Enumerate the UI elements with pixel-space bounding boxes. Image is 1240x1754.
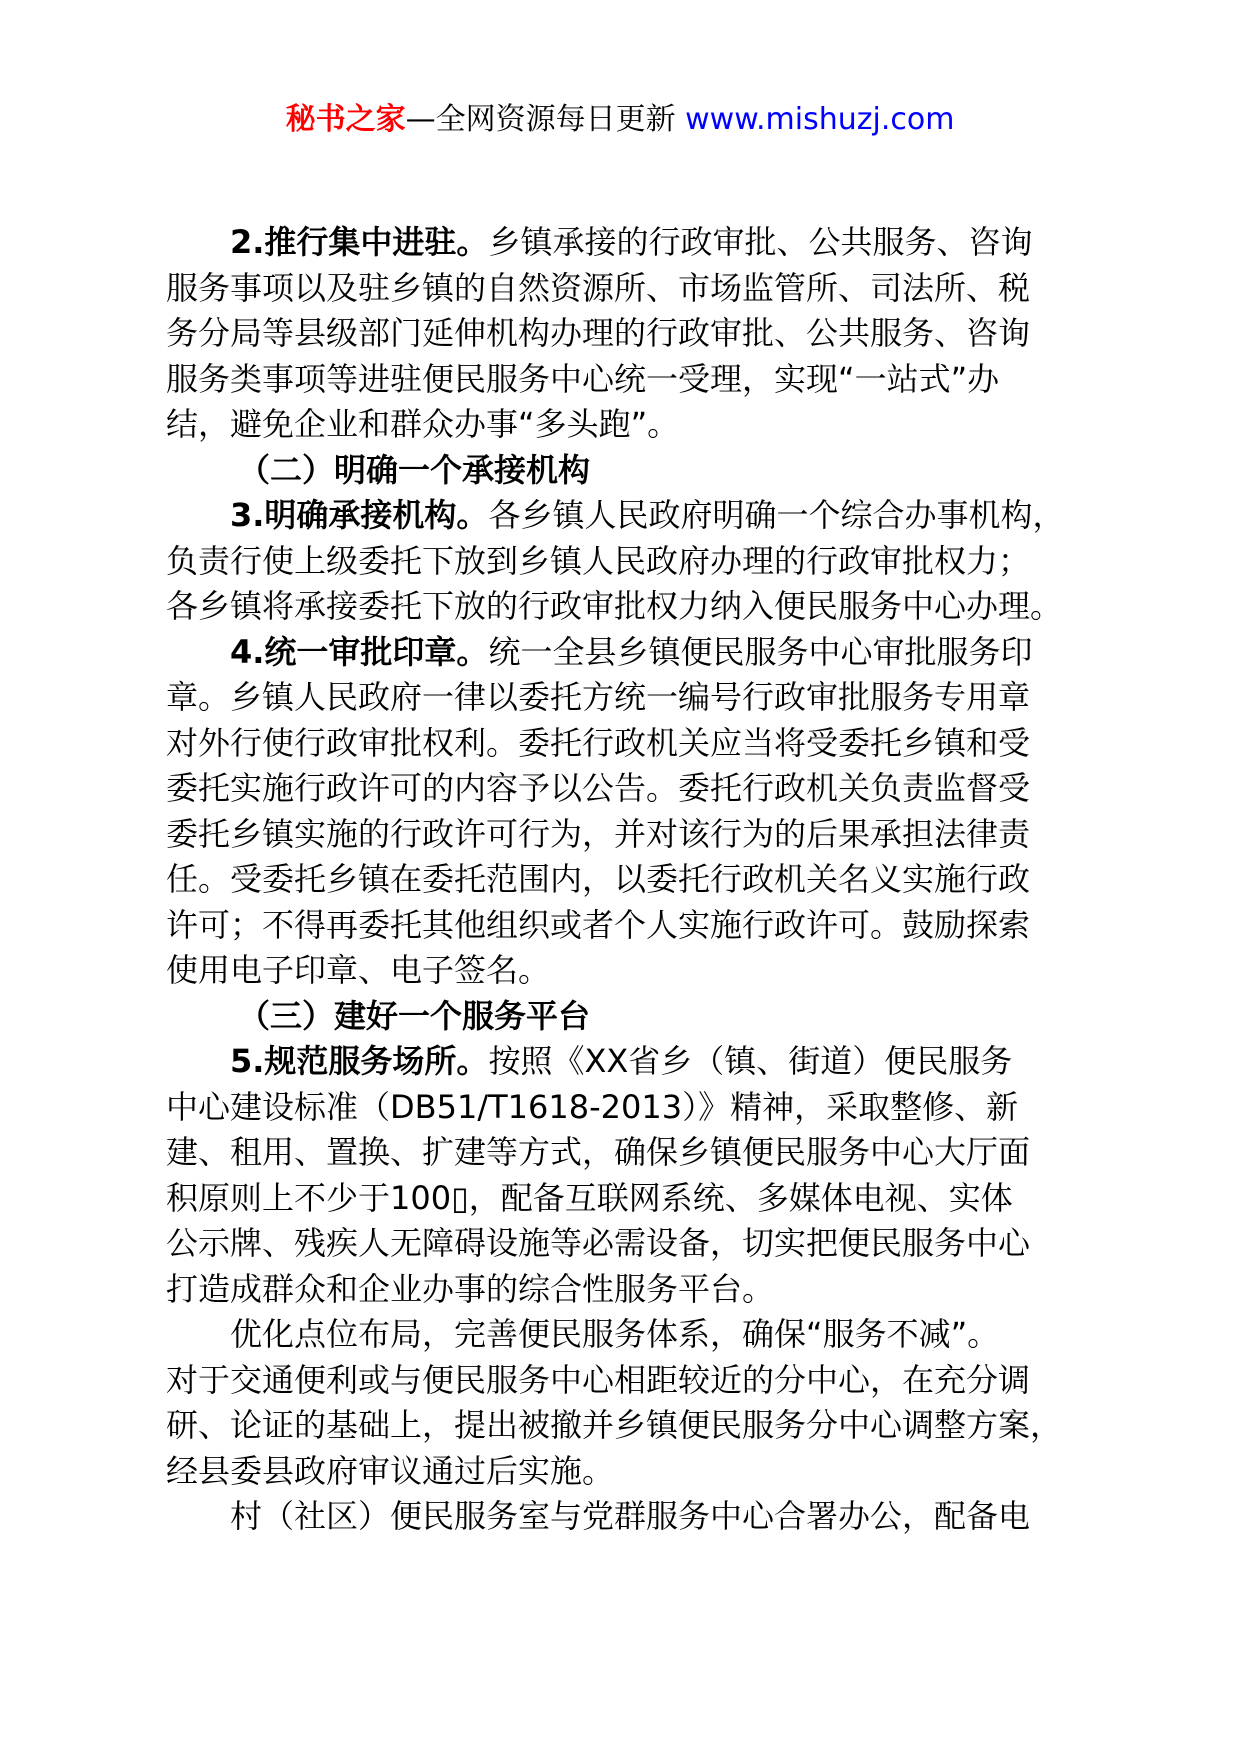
item-text: 按照《XX省乡（镇、街道）便民服务 [488, 1042, 1013, 1080]
item-heading: 5.规范服务场所。 [230, 1042, 489, 1080]
text-line: 许可；不得再委托其他组织或者个人实施行政许可。鼓励探索 [166, 905, 1031, 944]
text-line [166, 630, 1126, 676]
text-line: 服务类事项等进驻便民服务中心统一受理，实现“一站式”办 [166, 359, 1000, 398]
text-line: 对于交通便利或与便民服务中心相距较近的分中心，在充分调 [166, 1360, 1031, 1399]
header-url[interactable]: www.mishuzj.com [685, 102, 955, 137]
text-line: 打造成群众和企业办事的综合性服务平台。 [166, 1269, 775, 1308]
item-text: 各乡镇人民政府明确一个综合办事机构， [488, 496, 1065, 534]
text-line: 研、论证的基础上，提出被撤并乡镇便民服务分中心调整方案， [166, 1406, 1063, 1444]
paragraph-unified-seal [166, 630, 1126, 994]
header-brand: 秘书之家 [285, 102, 406, 137]
text-line: 建、租用、置换、扩建等方式，确保乡镇便民服务中心大厅面 [166, 1133, 1031, 1171]
paragraph-service-venue [166, 1039, 1126, 1312]
text-line: 经县委县政府审议通过后实施。 [166, 1451, 615, 1490]
item-text: 乡镇承接的行政审批、公共服务、咨询 [488, 223, 1033, 261]
text-line: 任。受委托乡镇在委托范围内，以委托行政机关名义实施行政 [166, 860, 1031, 898]
item-heading: 3.明确承接机构。 [230, 496, 489, 534]
header-tagline: —全网资源每日更新 [405, 102, 686, 137]
text-line: 公示牌、残疾人无障碍设施等必需设备，切实把便民服务中心 [166, 1224, 1031, 1262]
paragraph-optimize-layout [166, 1312, 1126, 1494]
paragraph-village-service [166, 1494, 1126, 1540]
text-line: 中心建设标准（DB51/T1618-2013）》精神，采取整修、新 [166, 1087, 1019, 1126]
text-line: 积原则上不少于100▯，配备互联网系统、多媒体电视、实体 [166, 1178, 1013, 1217]
text-line: 优化点位布局，完善便民服务体系，确保“服务不减”。 [230, 1315, 1000, 1353]
document-body [166, 220, 1126, 1540]
page-header [0, 100, 1240, 140]
paragraph-centralized-entry [166, 220, 1126, 448]
text-line [166, 220, 1126, 266]
text-line: 务分局等县级部门延伸机构办理的行政审批、公共服务、咨询 [166, 314, 1031, 352]
text-line: 服务事项以及驻乡镇的自然资源所、市场监管所、司法所、税 [166, 268, 1031, 307]
text-line: 结，避免企业和群众办事“多头跑”。 [166, 405, 680, 443]
text-line: 委托乡镇实施的行政许可行为，并对该行为的后果承担法律责 [166, 814, 1031, 853]
text-line: 各乡镇将承接委托下放的行政审批权力纳入便民服务中心办理。 [166, 587, 1063, 625]
text-line: 章。乡镇人民政府一律以委托方统一编号行政审批服务专用章 [166, 678, 1031, 716]
text-line: 负责行使上级委托下放到乡镇人民政府办理的行政审批权力； [166, 541, 1031, 580]
section-heading-2: （二）明确一个承接机构 [238, 450, 591, 489]
text-line: 对外行使行政审批权利。委托行政机关应当将受委托乡镇和受 [166, 723, 1031, 762]
item-heading: 2.推行集中进驻。 [230, 223, 489, 261]
text-line: 村（社区）便民服务室与党群服务中心合署办公，配备电 [230, 1497, 1031, 1535]
text-line: 委托实施行政许可的内容予以公告。委托行政机关负责监督受 [166, 769, 1031, 807]
text-line: 使用电子印章、电子签名。 [166, 951, 551, 989]
paragraph-undertaking-agency [166, 493, 1126, 630]
text-line [166, 493, 1126, 539]
item-text: 统一全县乡镇便民服务中心审批服务印 [488, 632, 1033, 671]
item-heading: 4.统一审批印章。 [230, 632, 489, 671]
section-heading-3: （三）建好一个服务平台 [238, 996, 591, 1035]
text-line [166, 1039, 1126, 1085]
